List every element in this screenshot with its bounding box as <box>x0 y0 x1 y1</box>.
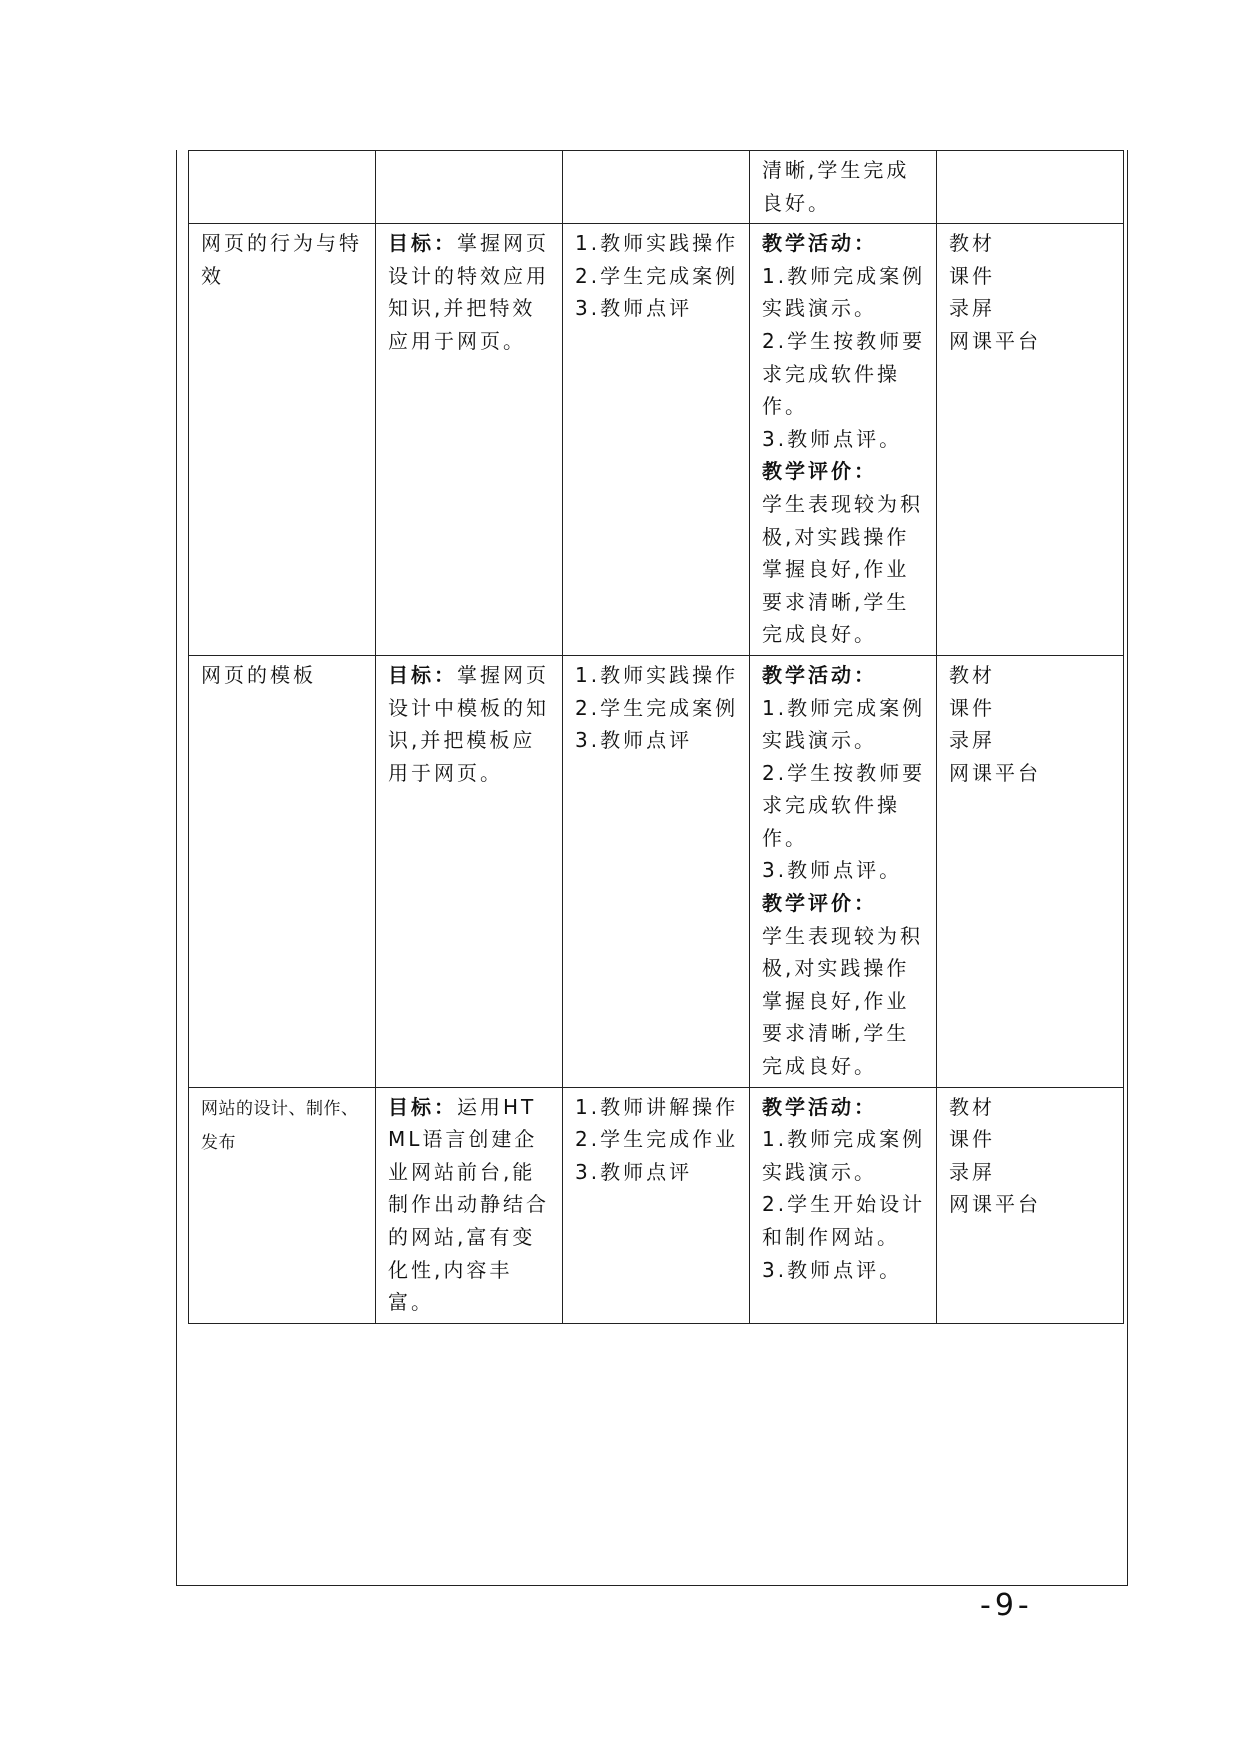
topic-cell <box>189 655 376 1087</box>
activity-item: 1.教师完成案例实践演示。 <box>762 263 926 321</box>
method-item: 1.教师实践操作 <box>575 662 739 687</box>
resource-cell <box>937 655 1124 1087</box>
activity-item: 1.教师完成案例实践演示。 <box>762 1127 926 1184</box>
topic-text: 网页的行为与特效 <box>201 231 362 288</box>
activity-cell <box>750 1087 937 1323</box>
method-item: 3.教师点评 <box>575 1159 693 1184</box>
method-cell <box>563 224 750 656</box>
resource-cell <box>937 1087 1124 1323</box>
activity-item: 3.教师点评。 <box>762 426 903 451</box>
activity-item: 3.教师点评。 <box>762 1257 903 1282</box>
goal-label: 目标： <box>388 231 457 256</box>
topic-cell <box>189 151 376 224</box>
resource-cell <box>937 224 1124 656</box>
goal-cell <box>376 151 563 224</box>
resource-item: 网课平台 <box>949 1192 1041 1217</box>
resource-item: 网课平台 <box>949 328 1041 353</box>
resource-item: 教材 <box>949 1094 995 1119</box>
evaluation-label: 教学评价： <box>762 891 877 916</box>
goal-text: 掌握网页设计中模板的知识,并把模板应用于网页。 <box>388 662 549 785</box>
activity-item: 2.学生开始设计和制作网站。 <box>762 1192 926 1249</box>
method-item: 1.教师实践操作 <box>575 231 739 256</box>
activity-label: 教学活动： <box>762 1094 877 1119</box>
lesson-plan-table <box>188 150 1124 1324</box>
resource-item: 教材 <box>949 662 995 687</box>
method-cell <box>563 1087 750 1323</box>
activity-cell <box>750 655 937 1087</box>
method-item: 3.教师点评 <box>575 296 693 321</box>
topic-text: 网站的设计、制作、发布 <box>201 1098 359 1154</box>
method-cell <box>563 655 750 1087</box>
page-number: -9- <box>980 1588 1033 1623</box>
resource-item: 教材 <box>949 231 995 256</box>
table-row <box>189 151 1124 224</box>
resource-item: 录屏 <box>949 296 995 321</box>
goal-label: 目标： <box>388 662 457 687</box>
activity-cell <box>750 151 937 224</box>
resource-item: 课件 <box>949 263 995 288</box>
topic-text: 网页的模板 <box>201 662 316 687</box>
table-row <box>189 1087 1124 1323</box>
method-item: 2.学生完成案例 <box>575 263 739 288</box>
evaluation-text: 清晰,学生完成良好。 <box>762 158 910 215</box>
activity-item: 1.教师完成案例实践演示。 <box>762 695 926 753</box>
goal-text: 掌握网页设计的特效应用知识,并把特效应用于网页。 <box>388 231 549 353</box>
resource-item: 课件 <box>949 695 995 720</box>
table-row <box>189 655 1124 1087</box>
evaluation-label: 教学评价： <box>762 459 877 484</box>
evaluation-text: 学生表现较为积极,对实践操作掌握良好,作业要求清晰,学生完成良好。 <box>762 923 923 1079</box>
activity-item: 3.教师点评。 <box>762 858 903 883</box>
goal-cell <box>376 224 563 656</box>
activity-cell <box>750 224 937 656</box>
resource-item: 网课平台 <box>949 760 1041 785</box>
method-item: 2.学生完成案例 <box>575 695 739 720</box>
resource-cell <box>937 151 1124 224</box>
goal-text: 运用HTML语言创建企业网站前台,能制作出动静结合的网站,富有变化性,内容丰富。 <box>388 1094 549 1315</box>
method-item: 2.学生完成作业 <box>575 1127 739 1152</box>
resource-item: 录屏 <box>949 1159 995 1184</box>
goal-label: 目标： <box>388 1094 457 1119</box>
activity-label: 教学活动： <box>762 231 877 256</box>
topic-cell <box>189 1087 376 1323</box>
table-row <box>189 224 1124 656</box>
method-cell <box>563 151 750 224</box>
topic-cell <box>189 224 376 656</box>
activity-item: 2.学生按教师要求完成软件操作。 <box>762 328 926 419</box>
resource-item: 课件 <box>949 1127 995 1152</box>
activity-label: 教学活动： <box>762 662 877 687</box>
method-item: 1.教师讲解操作 <box>575 1094 739 1119</box>
resource-item: 录屏 <box>949 728 995 753</box>
evaluation-text: 学生表现较为积极,对实践操作掌握良好,作业要求清晰,学生完成良好。 <box>762 491 923 647</box>
method-item: 3.教师点评 <box>575 728 693 753</box>
goal-cell <box>376 655 563 1087</box>
goal-cell <box>376 1087 563 1323</box>
activity-item: 2.学生按教师要求完成软件操作。 <box>762 760 926 850</box>
